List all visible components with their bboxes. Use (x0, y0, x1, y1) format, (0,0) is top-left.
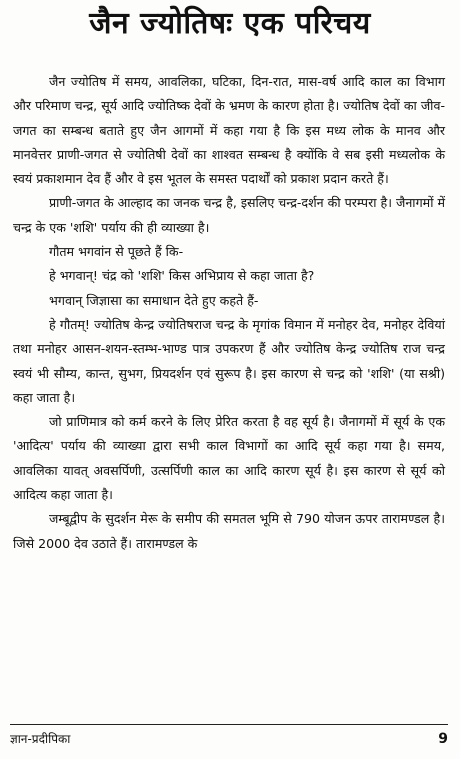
paragraph: हे भगवान्! चंद्र को 'शशि' किस अभिप्राय से कहा जाता है? (49, 268, 315, 284)
paragraph: जो प्राणिमात्र को कर्म करने के लिए प्रेरित करता है वह सूर्य है। जैनागमों में सूर्य के एक 'आदित्य' पर्याय की व्याख्या द्वारा सभी काल विभागों का आदि सूर्य कहा गया है। समय, आवलिका यावत् अवसर्पिणी, उत्सर्पिणी काल का आदि कारण सूर्य है। इस कारण से सूर्य को आदित्य कहा जाता है। (13, 414, 445, 503)
paragraph: जम्बूद्वीप के सुदर्शन मेरू के समीप की समतल भूमि से 790 योजन ऊपर तारामण्डल है। जिसे 2000 देव उठाते हैं। तारामण्डल के (13, 511, 445, 551)
footer-divider (10, 724, 448, 725)
paragraph: प्राणी-जगत के आल्हाद का जनक चन्द्र है, इसलिए चन्द्र-दर्शन की परम्परा है। जैनागमों में चन्द्र के एक 'शशि' पर्याय की ही व्याख्या है। (13, 195, 445, 235)
paragraph: गौतम भगवांन से पूछते हैं कि- (49, 244, 184, 260)
page-title: जैन ज्योतिषः एक परिचय (89, 6, 371, 41)
book-title: ज्ञान-प्रदीपिका (10, 732, 71, 746)
paragraph: हे गौतम्! ज्योतिष केन्द्र ज्योतिषराज चन्द्र के मृगांक विमान में मनोहर देव, मनोहर देवियां तथा मनोहर आसन-शयन-स्तम्भ-भाण्ड पात्र उपकरण हैं और ज्योतिष केन्द्र ज्योतिष राज चन्द्र स्वयं भी सौम्य, कान्त, सुभग, प्रियदर्शन एवं सुरूप है। इस कारण से चन्द्र को 'शशि' (या सश्री) कहा जाता है। (13, 316, 445, 405)
paragraph: भगवान् जिज्ञासा का समाधान देते हुए कहते हैं- (49, 292, 259, 308)
paragraph: जैन ज्योतिष में समय, आवलिका, घटिका, दिन-रात, मास-वर्ष आदि काल का विभाग और परिमाण चन्द्र, सूर्य आदि ज्योतिष्क देवों के भ्रमण के कारण होता है। ज्योतिष देवों का जीव-जगत का सम्बन्ध बताते हुए जैन आगमों में कहा गया है कि इस मध्य लोक के मानव और मानवेत्तर प्राणी-जगत से ज्योतिषी देवों का शाश्वत सम्बन्ध है क्योंकि वे सब इसी मध्यलोक के स्वयं प्रकाशमान देव हैं और वे इस भूतल के समस्त पदार्थों को प्रकाश प्रदान करते हैं। (13, 74, 445, 187)
page-footer (10, 724, 448, 750)
page-number: 9 (438, 731, 448, 747)
body-text (13, 70, 445, 556)
